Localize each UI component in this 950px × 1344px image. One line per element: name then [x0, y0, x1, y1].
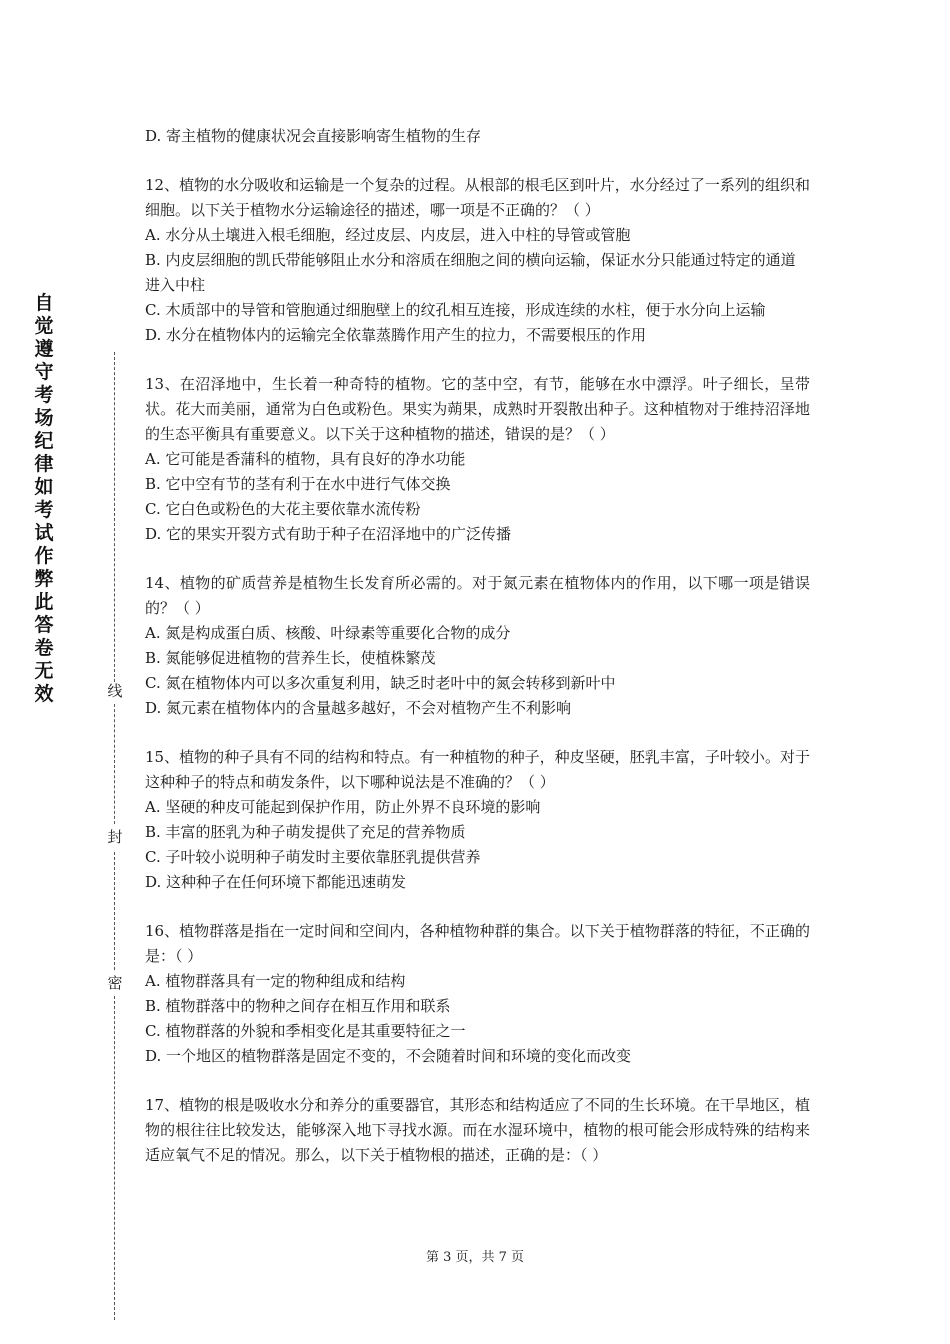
question-14: [145, 571, 810, 721]
seal-label-feng: 封: [107, 828, 123, 846]
option-b: B. 氮能够促进植物的营养生长，使植株繁茂: [145, 649, 436, 667]
seal-line-segment: [114, 996, 115, 1320]
seal-line-segment: [114, 852, 115, 970]
option-b: B. 它中空有节的茎有利于在水中进行气体交换: [145, 475, 451, 493]
question-12: [145, 173, 810, 348]
seal-line-segment: [114, 704, 115, 824]
exam-discipline-notice: 自觉遵守考场纪律如考试作弊此答卷无效: [34, 292, 54, 705]
option-d: D. 一个地区的植物群落是固定不变的，不会随着时间和环境的变化而改变: [145, 1047, 632, 1065]
question-15: [145, 745, 810, 895]
question-stem: 16、植物群落是指在一定时间和空间内，各种植物种群的集合。以下关于植物群落的特征，不正确的是：（ ）: [145, 922, 810, 965]
question-13: [145, 372, 810, 547]
option-c: C. 它白色或粉色的大花主要依靠水流传粉: [145, 500, 421, 518]
option-b: B. 植物群落中的物种之间存在相互作用和联系: [145, 997, 451, 1015]
carryover-option: D. 寄主植物的健康状况会直接影响寄生植物的生存: [145, 127, 482, 145]
page-number: 第 3 页，共 7 页: [425, 1250, 525, 1265]
question-17: [145, 1093, 810, 1168]
option-a: A. 它可能是香蒲科的植物，具有良好的净水功能: [145, 450, 466, 468]
option-d: D. 它的果实开裂方式有助于种子在沼泽地中的广泛传播: [145, 525, 512, 543]
seal-label-xian: 线: [107, 682, 123, 700]
question-stem: 12、植物的水分吸收和运输是一个复杂的过程。从根部的根毛区到叶片，水分经过了一系列的组织和细胞。以下关于植物水分运输途径的描述，哪一项是不正确的？（ ）: [145, 176, 810, 219]
option-c: C. 木质部中的导管和管胞通过细胞壁上的纹孔相互连接，形成连续的水柱，便于水分向上运输: [145, 301, 766, 319]
option-b: B. 丰富的胚乳为种子萌发提供了充足的营养物质: [145, 823, 466, 841]
option-a: A. 植物群落具有一定的物种组成和结构: [145, 972, 406, 990]
option-a: A. 氮是构成蛋白质、核酸、叶绿素等重要化合物的成分: [145, 624, 511, 642]
question-stem: 15、植物的种子具有不同的结构和特点。有一种植物的种子，种皮坚硬，胚乳丰富，子叶较小。对于这种种子的特点和萌发条件，以下哪种说法是不准确的？（ ）: [145, 748, 810, 791]
seal-line-segment: [114, 352, 115, 682]
question-stem: 14、植物的矿质营养是植物生长发育所必需的。对于氮元素在植物体内的作用，以下哪一项是错误的？（ ）: [145, 574, 810, 617]
option-c: C. 植物群落的外貌和季相变化是其重要特征之一: [145, 1022, 466, 1040]
question-stem: 13、在沼泽地中，生长着一种奇特的植物。它的茎中空，有节，能够在水中漂浮。叶子细长，呈带状。花大而美丽，通常为白色或粉色。果实为蒴果，成熟时开裂散出种子。这种植物对于维持沼泽地的生态平衡具有重要意义。以下关于这种植物的描述，错误的是？（ ）: [145, 375, 810, 443]
option-c: C. 子叶较小说明种子萌发时主要依靠胚乳提供营养: [145, 848, 481, 866]
option-c: C. 氮在植物体内可以多次重复利用，缺乏时老叶中的氮会转移到新叶中: [145, 674, 616, 692]
option-d: D. 水分在植物体内的运输完全依靠蒸腾作用产生的拉力，不需要根压的作用: [145, 326, 647, 344]
seal-label-mi: 密: [107, 974, 123, 992]
question-stem: 17、植物的根是吸收水分和养分的重要器官，其形态和结构适应了不同的生长环境。在干旱地区，植物的根往往比较发达，能够深入地下寻找水源。而在水湿环境中，植物的根可能会形成特殊的结构来适应氧气不足的情况。那么，以下关于植物根的描述，正确的是：（ ）: [145, 1096, 810, 1164]
option-d: D. 氮元素在植物体内的含量越多越好，不会对植物产生不利影响: [145, 699, 572, 717]
question-16: [145, 919, 810, 1069]
option-b: B. 内皮层细胞的凯氏带能够阻止水分和溶质在细胞之间的横向运输，保证水分只能通过特定的通道进入中柱: [145, 251, 796, 294]
option-d: D. 这种种子在任何环境下都能迅速萌发: [145, 873, 407, 891]
option-a: A. 坚硬的种皮可能起到保护作用，防止外界不良环境的影响: [145, 798, 541, 816]
question-content: [145, 124, 810, 1192]
option-a: A. 水分从土壤进入根毛细胞，经过皮层、内皮层，进入中柱的导管或管胞: [145, 226, 631, 244]
